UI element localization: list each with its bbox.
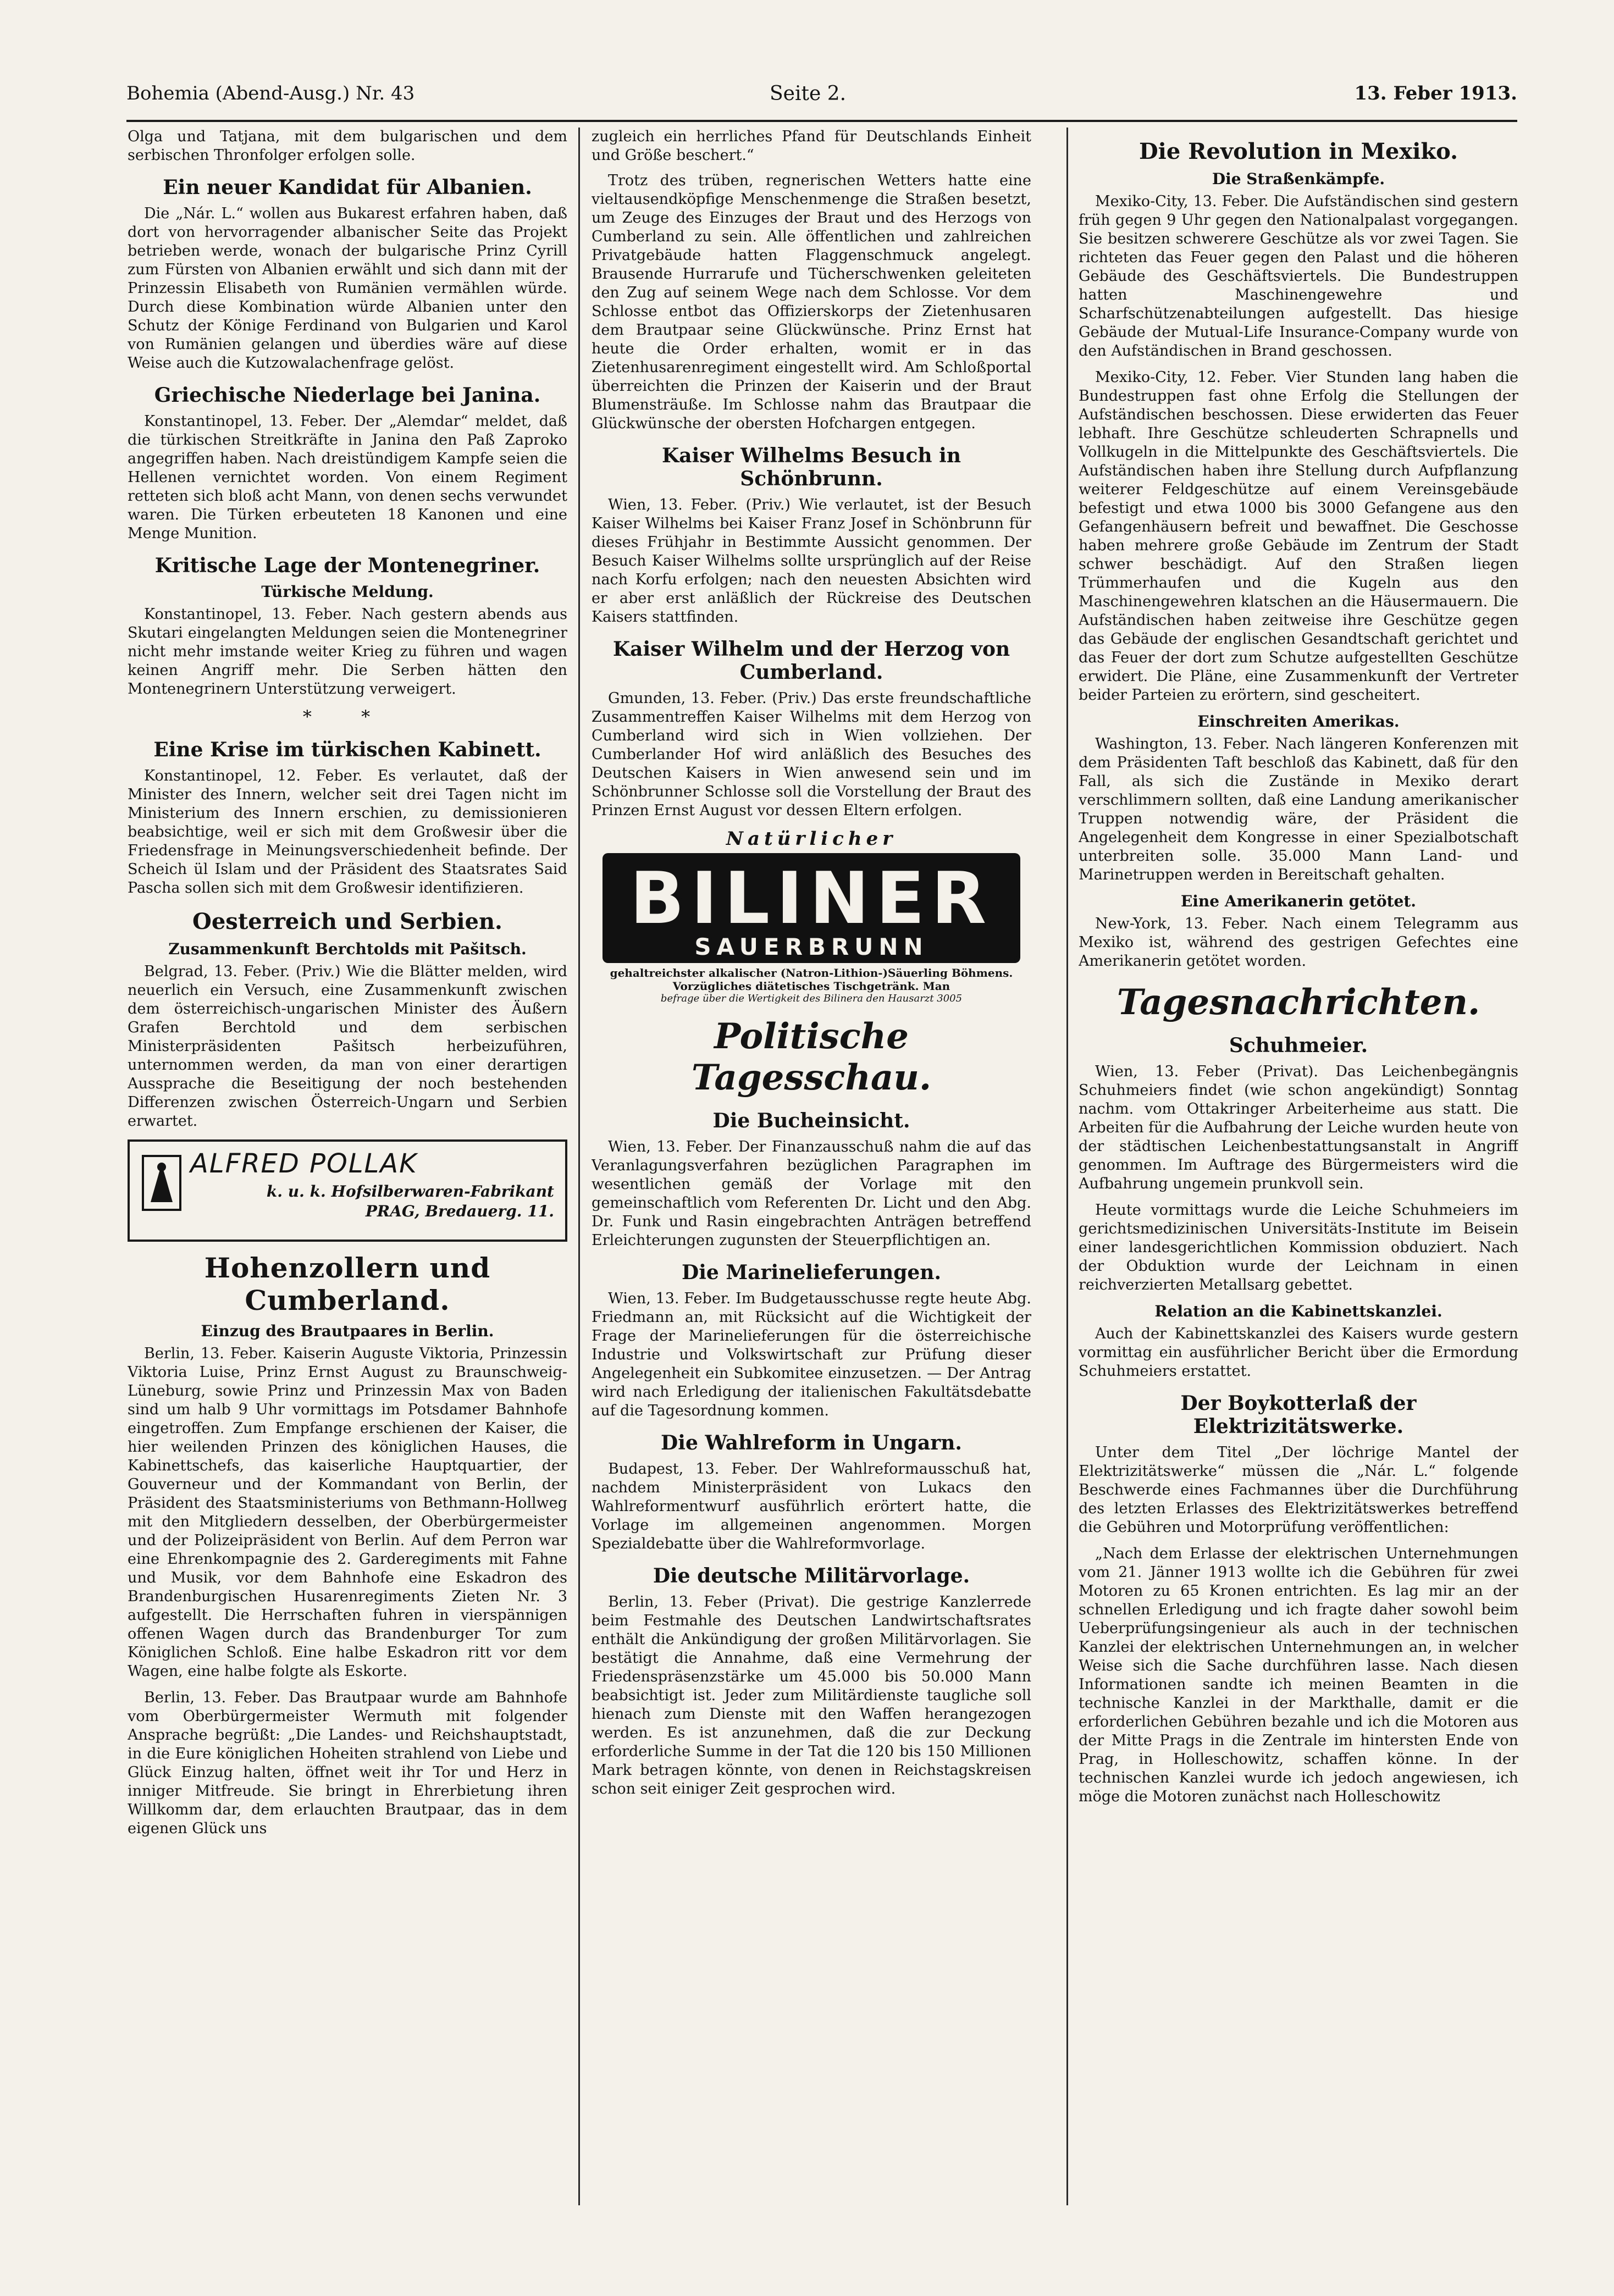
advertisement-pollak xyxy=(128,1139,567,1242)
article-body: Wien, 13. Feber. Im Budgetausschusse regte heute Abg. Friedmann an, mit Rücksicht auf die Wichtigkeit der Frage der Marinelieferungen für die österreichische Industrie und Volkswirtschaft zur Prüfung dieser Angelegenheit ein Subkomitee einzusetzen. — Der Antrag wird nach Erledigung der italienischen Fakultätsdebatte auf die Tagesordnung kommen. xyxy=(592,1290,1031,1419)
article-body: Konstantinopel, 13. Feber. Der „Alemdar“ meldet, daß die türkischen Streitkräfte in Janina den Paß Zaproko angegriffen haben. Nach dreistündigem Kampfe seien die Hellenen vernichtet worden. Von einem Regiment retteten sich bloß acht Mann, von denen sechs verwundet waren. Die Türken erbeuteten 18 Kanonen und eine Menge Munition. xyxy=(128,413,567,542)
advertisement-biliner xyxy=(592,828,1031,1005)
article-headline: Kaiser Wilhelm und der Herzog von Cumberland. xyxy=(612,638,1010,684)
silverware-logo-icon xyxy=(140,1153,184,1213)
article-body: Mexiko-City, 12. Feber. Vier Stunden lang haben die Bundestruppen fast ohne Erfolg die Stellungen der Aufständischen beschossen. Diese erwiderten das Feuer lebhaft. Ihre Geschütze schleuderten Schrapnells und Vollkugeln in die Mittelpunkte des Geschäftsviertels. Die Aufständischen haben ihre Stellung durch Aufpflanzung weiterer Feldgeschütze auf einem Vereinsgebäude befestigt und etwa 1000 bis 3000 Gefangene aus den Gefangenhäusern befreit und bewaffnet. Die Geschosse haben mehrere große Gebäude im Zentrum der Stadt schwer beschädigt. Auf den Straßen liegen Trümmerhaufen und die Kugeln aus den Maschinengewehren klatschen an die Häusermauern. Die Aufständischen haben zeitweise ihre Geschütze gegen das Gebäude der englischen Gesandtschaft gerichtet und das Feuer der dort zum Schutze aufgestellten Geschütze erwidert. Die Pläne, eine Zusammenkunft der Vertreter beider Parteien zu erörtern, sind gescheitert. xyxy=(1079,369,1518,704)
article-subheadline: Die Straßenkämpfe. xyxy=(1212,170,1385,188)
article-headline: Ein neuer Kandidat für Albanien. xyxy=(163,176,532,199)
article-body: Die „Nár. L.“ wollen aus Bukarest erfahren haben, daß dort von hervorragender albanischer Seite das Projekt betrieben werde, wonach der bulgarische Prinz Cyrill zum Fürsten von Albanien erwählt und sich dann mit der Prinzessin Elisabeth von Rumänien vermählen würde. Durch diese Kombination würde Albanien unter den Schutz der Könige Ferdinand von Bulgarien und Karol von Rumänien gelangen und überdies wäre auf diese Weise auch die Kutzowalachenfrage gelöst. xyxy=(128,205,567,372)
article-body: New-York, 13. Feber. Nach einem Telegramm aus Mexiko ist, während des gestrigen Gefechtes eine Amerikanerin getötet worden. xyxy=(1079,915,1518,970)
issue-date: 13. Feber 1913. xyxy=(1354,82,1517,104)
article-subheadline: Türkische Meldung. xyxy=(261,583,434,601)
ad-description: gehaltreichster alkalischer (Natron-Lithion-)Säuerling Böhmens. Vorzügliches diätetisches Tischgetränk. Man xyxy=(610,966,1013,993)
advertiser-title: k. u. k. Hofsilberwaren-Fabrikant xyxy=(266,1182,554,1200)
article-body: Trotz des trüben, regnerischen Wetters hatte eine vieltausendköpfige Menschenmenge die Straßen besetzt, um Zeuge des Einzuges der Braut und des Herzogs von Cumberland zu sein. Alle öffentlichen und zahlreichen Privatgebäude hatten Flaggenschmuck angelegt. Brausende Hurrarufe und Tücherschwenken geleiteten den Zug auf seinem Wege nach dem Schlosse. Vor dem Schlosse entbot das Offizierskorps der Zietenhusaren dem Brautpaar seine Glückwünsche. Prinz Ernst hat heute die Order erhalten, womit er in das Zietenhusarenregiment eingestellt wird. Am Schloßportal überreichten die Prinzen der Kaiserin und der Braut Blumensträuße. Im Schlosse nahm das Brautpaar die Glückwünsche der obersten Hofchargen entgegen. xyxy=(592,172,1031,432)
article-body: Berlin, 13. Feber. Das Brautpaar wurde am Bahnhofe vom Oberbürgermeister Wermuth mit folgender Ansprache begrüßt: „Die Landes- und Reichshauptstadt, in die Eure königlichen Hoheiten strahlend von Liebe und Glück Einzug halten, öffnet weit ihr Tor und Herz in inniger Mitfreude. Sie bringt in Ehrerbietung ihren Willkomm dar, dem erlauchten Brautpaar, das in dem eigenen Glück uns xyxy=(128,1689,567,1837)
article-body: Auch der Kabinettskanzlei des Kaisers wurde gestern vormittag ein ausführlicher Bericht über die Ermordung Schuhmeiers erstattet. xyxy=(1079,1325,1518,1380)
masthead-issue: Bohemia (Abend-Ausg.) Nr. 43 xyxy=(126,82,415,104)
article-headline: Kaiser Wilhelms Besuch in Schönbrunn. xyxy=(661,444,961,490)
ad-brand-box xyxy=(603,853,1020,963)
ad-product: SAUERBRUNN xyxy=(694,933,928,960)
article-body: Unter dem Titel „Der löchrige Mantel der Elektrizitätswerke“ müssen die „Nár. L.“ folgende Beschwerde eines Fachmannes über die Durchführung des letzten Erlasses des Elektrizitätswerkes betreffend die Gebühren und Motorprüfung veröffentlichen: xyxy=(1079,1444,1518,1536)
article-body: Wien, 13. Feber. (Priv.) Wie verlautet, ist der Besuch Kaiser Wilhelms bei Kaiser Franz Josef in Schönbrunn für dieses Frühjahr in Bestimmte Aussicht genommen. Der Besuch Kaiser Wilhelms sollte ursprünglich auf der Reise nach Korfu erfolgen; nach den neuesten Absichten wird er aber erst anläßlich der Rückreise des Deutschen Kaisers stattfinden. xyxy=(592,496,1031,626)
article-body: Konstantinopel, 13. Feber. Nach gestern abends aus Skutari eingelangten Meldungen seien die Montenegriner nicht mehr imstande weiter Krieg zu führen und wagen keinen Angriff mehr. Die Serben hätten den Montenegrinern Unterstützung verweigert. xyxy=(128,606,567,698)
advertiser-address: PRAG, Bredauerg. 11. xyxy=(365,1202,554,1220)
article-headline: Die Bucheinsicht. xyxy=(712,1109,910,1132)
article-body: Heute vormittags wurde die Leiche Schuhmeiers im gerichtsmedizinischen Universitäts-Institute im Beisein einer landesgerichtlichen Kommission obduziert. Nach der Obduktion wurde der Leichnam in einen reichverzierten Metallsarg gebettet. xyxy=(1079,1202,1518,1293)
article-headline: Die Wahlreform in Ungarn. xyxy=(661,1431,962,1454)
article-body: Budapest, 13. Feber. Der Wahlreformausschuß hat, nachdem Ministerpräsident von Lukacs den Wahlreformentwurf ausführlich erörtert hatte, die Vorlage im allgemeinen angenommen. Morgen Spezialdebatte über die Wahlreformvorlage. xyxy=(592,1460,1031,1552)
article-body: Washington, 13. Feber. Nach längeren Konferenzen mit dem Präsidenten Taft beschloß das Kabinett, daß für den Fall, als sich die Zustände in Mexiko derart verschlimmern sollten, daß eine Landung amerikanischer Truppen notwendig wäre, der Präsident die Angelegenheit dem Kongresse in einer Spezialbotschaft unterbreiten solle. 35.000 Mann Land- und Marinetruppen werden in Bereitschaft gehalten. xyxy=(1079,735,1518,883)
article-continuation: zugleich ein herrliches Pfand für Deutschlands Einheit und Größe beschert.“ xyxy=(592,128,1031,164)
article-body: Gmunden, 13. Feber. (Priv.) Das erste freundschaftliche Zusammentreffen Kaiser Wilhelms mit dem Herzog von Cumberland wird sich in Wien vollziehen. Der Cumberlander Hof wird anläßlich des Besuches des Deutschen Kaisers in Wien anwesend sein und im Schönbrunner Schlosse soll die Vorstellung der Braut des Prinzen Ernst August vor dessen Eltern erfolgen. xyxy=(592,690,1031,819)
column-left xyxy=(128,128,567,2205)
header-rule xyxy=(126,120,1517,122)
column-divider xyxy=(578,128,580,2205)
article-body: Konstantinopel, 12. Feber. Es verlautet, daß der Minister des Innern, welcher seit drei Tagen nicht im Ministerium des Innern erschien, zu demissionieren beabsichtige, weil er sich mit dem Großwesir über die Friedensfrage in Meinungsverschiedenheit befinde. Der Scheich ül Islam und der Präsident des Staatsrates Said Pascha sollen sich mit dem Großwesir identifizieren. xyxy=(128,767,567,897)
section-title: Tagesnachrichten. xyxy=(1116,982,1480,1023)
article-body: Mexiko-City, 13. Feber. Die Aufständischen sind gestern früh gegen 9 Uhr gegen den Nationalpalast vorgegangen. Sie besitzen schwerere Geschütze als vor zwei Tagen. Sie richteten das Feuer gegen den Palast und die höheren Gebäude des Geschäftsviertels. Die Bundestruppen hatten Maschinengewehre und Scharfschützenabteilungen aufgestellt. Das hiesige Gebäude der Mutual-Life Insurance-Company wurde von den Aufständischen in Brand geschossen. xyxy=(1079,193,1518,359)
article-subheadline: Zusammenkunft Berchtolds mit Pašitsch. xyxy=(168,940,527,958)
ad-note: befrage über die Wertigkeit des Bilinera den Hausarzt 3005 xyxy=(660,993,963,1004)
article-continuation: Olga und Tatjana, mit dem bulgarischen und dem serbischen Thronfolger erfolgen solle. xyxy=(128,128,567,164)
column-divider xyxy=(1066,128,1068,2205)
column-right xyxy=(1079,128,1518,2205)
article-headline: Die Marinelieferungen. xyxy=(682,1261,941,1284)
article-headline: Hohenzollern und Cumberland. xyxy=(204,1252,491,1316)
page-header xyxy=(126,82,1517,115)
article-body: „Nach dem Erlasse der elektrischen Unternehmungen vom 21. Jänner 1913 wollte ich die Gebühren für zwei Motoren zu 65 Kronen entrichten. Es lag mir an der schnellen Erledigung und ich fragte daher sowohl beim Ueberprüfungsingenieur als auch in der technischen Kanzlei der elektrischen Unternehmungen an, in welcher Weise sich die Sache durchführen lasse. Nach diesen Informationen sandte ich meinen Beamten in die technische Kanzlei in der Markthalle, damit er die erforderlichen Gebühren bezahle und ich die Motoren aus der Mitte Prags in die Zentrale im hintersten Ende von Prag, in Holleschowitz, schaffen könne. In der technischen Kanzlei wurde ich jedoch angewiesen, ich möge die Motoren zunächst nach Holleschowitz xyxy=(1079,1545,1518,1805)
article-headline: Schuhmeier. xyxy=(1229,1034,1368,1057)
article-headline: Griechische Niederlage bei Janina. xyxy=(154,384,541,407)
article-subheadline: Relation an die Kabinettskanzlei. xyxy=(1154,1302,1442,1320)
article-body: Berlin, 13. Feber. Kaiserin Auguste Viktoria, Prinzessin Viktoria Luise, Prinz Ernst August zu Braunschweig-Lüneburg, sowie Prinz und Prinzessin Max von Baden sind um halb 9 Uhr vormittags im Potsdamer Bahnhofe eingetroffen. Zum Empfange erschienen der Kaiser, die hier weilenden Prinzen des königlichen Hauses, die Kabinettschefs, das kaiserliche Hauptquartier, der Gouverneur und der Kommandant von Berlin, der Präsident des Staatsministeriums von Bethmann-Hollweg mit den Mitgliedern desselben, der Oberbürgermeister und der Polizeipräsident von Berlin. Auf dem Perron war eine Ehrenkompagnie des 2. Garderegiments mit Fahne und Musik, vor dem Bahnhofe eine Eskadron des Brandenburgischen Husarenregiments Zieten Nr. 3 aufgestellt. Die Herrschaften fuhren in vierspännigen offenen Wagen durch das Brandenburger Tor zum Königlichen Schloß. Eine halbe Eskadron ritt vor dem Wagen, eine halbe folgte als Eskorte. xyxy=(128,1345,567,1680)
ad-tagline: Natürlicher xyxy=(726,828,897,850)
article-headline: Kritische Lage der Montenegriner. xyxy=(154,554,540,577)
article-subheadline: Eine Amerikanerin getötet. xyxy=(1180,892,1417,910)
section-title: Politische Tagesschau. xyxy=(691,1016,932,1098)
article-headline: Die Revolution in Mexiko. xyxy=(1138,139,1458,164)
article-body: Wien, 13. Feber. Der Finanzausschuß nahm die auf das Veranlagungsverfahren bezüglichen Paragraphen im wesentlichen gemäß der Vorlage mit den gemeinschaftlich vom Referenten Dr. Licht und den Abg. Dr. Funk und Rasin eingebrachten Anträgen betreffend Erleichterungen zugunsten der Steuerpflichtigen an. xyxy=(592,1138,1031,1249)
article-headline: Oesterreich und Serbien. xyxy=(192,909,502,934)
article-headline: Der Boykotterlaß der Elektrizitätswerke. xyxy=(1180,1392,1417,1438)
article-headline: Eine Krise im türkischen Kabinett. xyxy=(153,738,541,761)
article-subheadline: Einschreiten Amerikas. xyxy=(1197,712,1400,731)
page-number: Seite 2. xyxy=(770,82,847,105)
article-body: Belgrad, 13. Feber. (Priv.) Wie die Blätter melden, wird neuerlich ein Versuch, eine Zusammenkunft zwischen dem österreichisch-ungarischen Minister des Äußern Grafen Berchtold und dem serbischen Ministerpräsidenten Pašitsch herbeizuführen, unternommen werden, da man von einer derartigen Aussprache die Beseitigung der noch bestehenden Differenzen zwischen Österreich-Ungarn und Serbien erwartet. xyxy=(128,963,567,1130)
advertiser-name: ALFRED POLLAK xyxy=(190,1148,418,1179)
column-middle xyxy=(592,128,1031,2205)
section-separator: * * xyxy=(302,706,393,727)
ad-brand: BILINER xyxy=(629,856,993,940)
article-subheadline: Einzug des Brautpaares in Berlin. xyxy=(201,1322,494,1340)
article-headline: Die deutsche Militärvorlage. xyxy=(653,1564,970,1587)
article-body: Berlin, 13. Feber (Privat). Die gestrige Kanzlerrede beim Festmahle des Deutschen Landwirtschaftsrates enthält die Ankündigung der großen Militärvorlagen. Sie bestätigt die Annahme, daß eine Vermehrung der Friedenspräsenzstärke um 45.000 bis 50.000 Mann beabsichtigt ist. Jeder zum Militärdienste taugliche soll hienach zum Dienste mit den Waffen herangezogen werden. Es ist anzunehmen, daß die zur Deckung erforderliche Summe in der Tat die 120 bis 150 Millionen Mark betragen könnte, von denen in Reichstagskreisen schon seit einiger Zeit gesprochen wird. xyxy=(592,1594,1031,1797)
article-body: Wien, 13. Feber (Privat). Das Leichenbegängnis Schuhmeiers findet (wie schon angekündigt) Sonntag nachm. vom Ottakringer Arbeiterheime aus statt. Die Arbeiten für die Aufbahrung der Leiche wurden heute von der städtischen Leichenbestattungsanstalt in Angriff genommen. Im Auftrage des Bürgermeisters wird die Aufbahrung ungemein prunkvoll sein. xyxy=(1079,1063,1518,1192)
